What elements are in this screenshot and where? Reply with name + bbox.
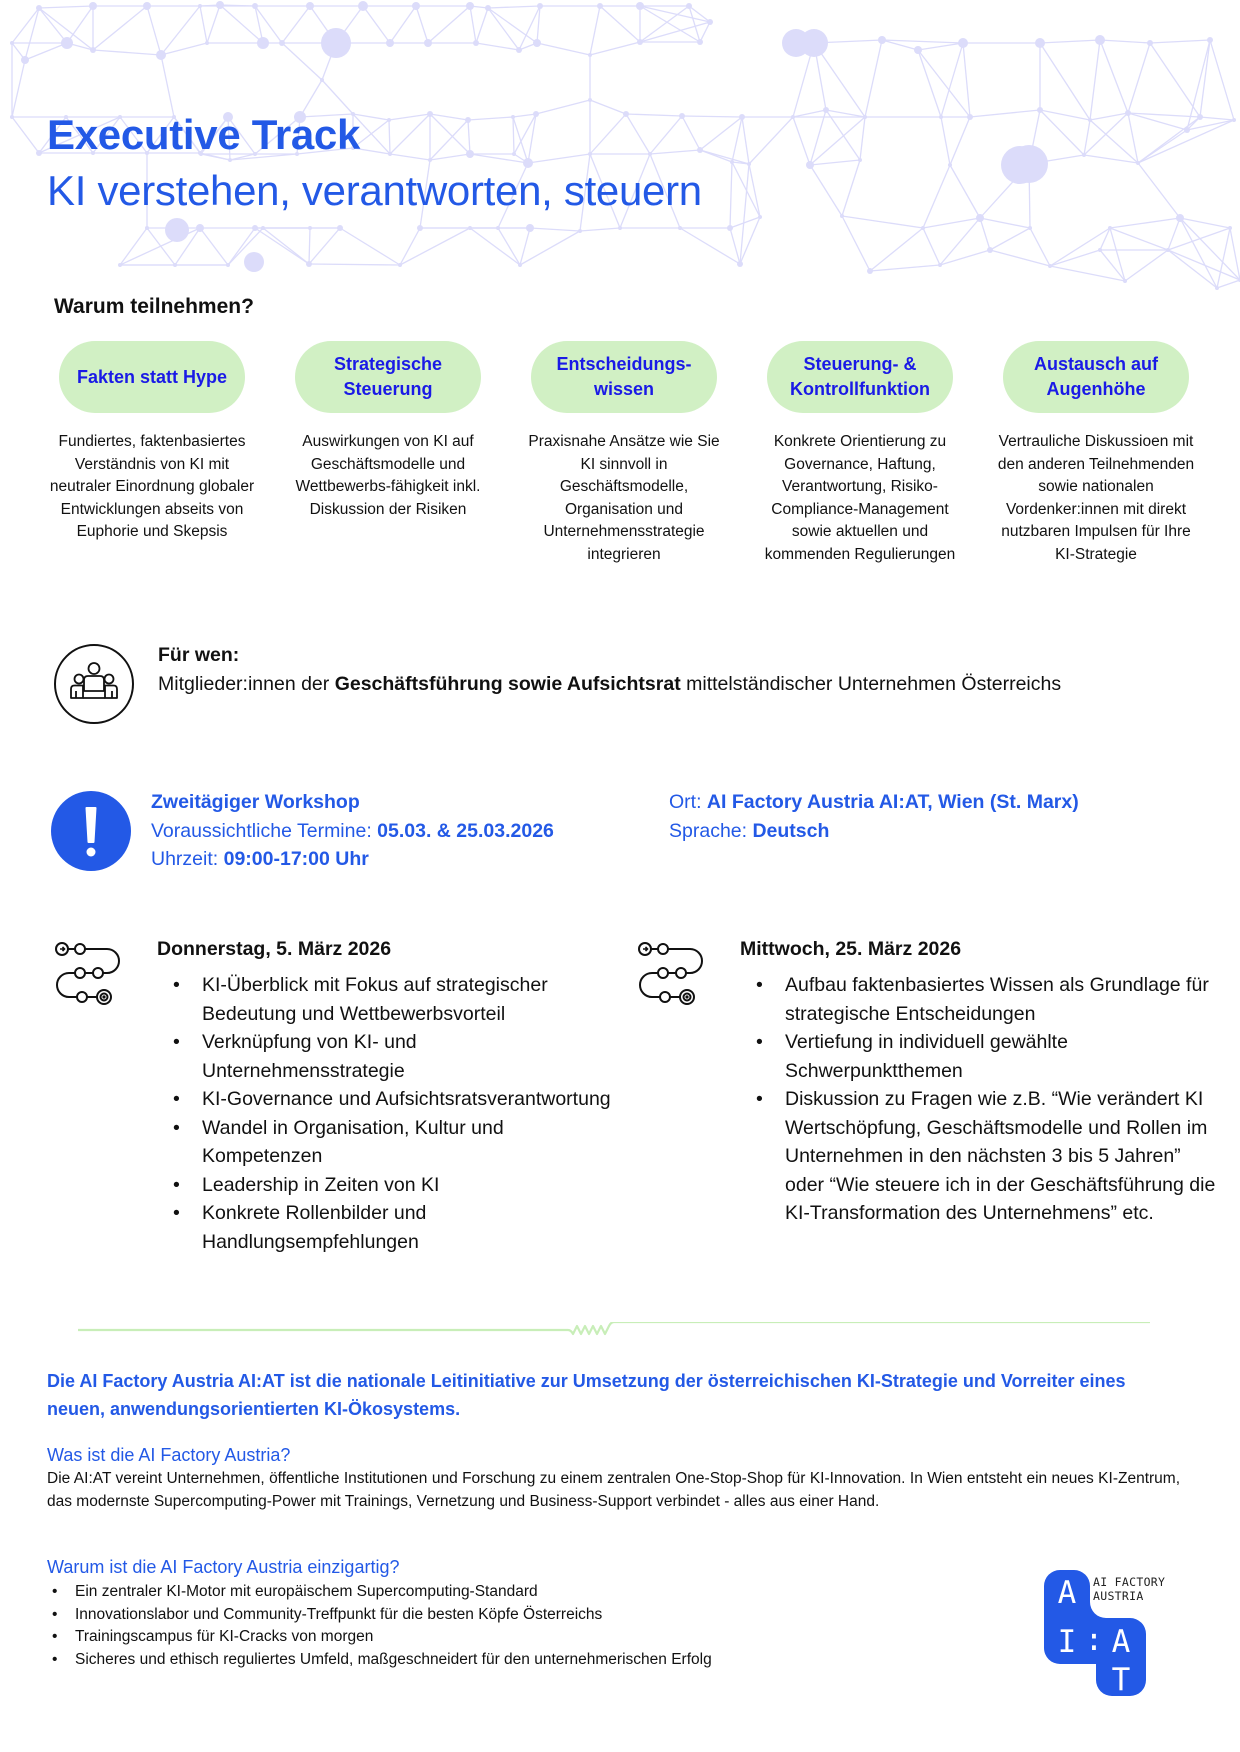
logo-caption bbox=[1093, 1575, 1165, 1603]
network-line bbox=[537, 43, 590, 55]
network-node bbox=[398, 263, 402, 267]
network-node bbox=[1028, 226, 1032, 230]
network-node bbox=[496, 226, 500, 230]
benefit-item bbox=[742, 341, 978, 566]
network-line bbox=[580, 228, 620, 231]
network-line bbox=[1040, 110, 1084, 155]
network-line bbox=[918, 43, 963, 50]
benefit-item bbox=[506, 341, 742, 566]
network-line bbox=[700, 150, 749, 164]
unique-list bbox=[47, 1581, 712, 1671]
route-path-icon bbox=[635, 939, 707, 1011]
network-node bbox=[1215, 286, 1219, 290]
benefit-description: Praxisnahe Ansätze wie Sie KI sinnvoll in Geschäftsmodelle, Organisation und Unternehmensstrategie integrieren bbox=[528, 433, 720, 563]
network-node bbox=[782, 29, 810, 57]
network-node bbox=[466, 2, 474, 10]
network-node bbox=[578, 229, 582, 233]
unique-item: • Innovationslabor und Community-Treffpunkt für die besten Köpfe Österreichs bbox=[47, 1604, 712, 1627]
workshop-title: Zweitägiger Workshop bbox=[151, 791, 360, 813]
network-node bbox=[806, 161, 814, 169]
network-node bbox=[1166, 248, 1170, 252]
network-line bbox=[1040, 40, 1100, 43]
network-line bbox=[67, 6, 93, 43]
logo-caption-line: AI FACTORY bbox=[1093, 1575, 1166, 1589]
network-line bbox=[882, 40, 963, 43]
location-value: AI Factory Austria AI:AT, Wien (St. Marx) bbox=[706, 791, 1079, 813]
network-node bbox=[739, 114, 745, 120]
network-node bbox=[1207, 37, 1213, 43]
network-line bbox=[161, 43, 207, 55]
day-topic-list bbox=[751, 971, 1221, 1228]
network-line bbox=[865, 40, 882, 117]
network-line bbox=[950, 165, 980, 218]
network-node bbox=[216, 1, 224, 9]
network-node bbox=[10, 41, 14, 45]
network-line bbox=[25, 43, 67, 60]
network-node bbox=[939, 115, 943, 119]
network-node bbox=[791, 115, 795, 119]
network-node bbox=[156, 50, 166, 60]
network-node bbox=[758, 215, 762, 219]
network-line bbox=[1150, 40, 1210, 43]
network-node bbox=[678, 226, 682, 230]
network-line bbox=[963, 43, 970, 117]
network-line bbox=[923, 228, 940, 265]
network-node bbox=[1147, 40, 1153, 46]
network-line bbox=[1090, 40, 1100, 120]
network-node bbox=[196, 224, 204, 232]
network-node bbox=[823, 107, 829, 113]
group-people-icon bbox=[53, 643, 135, 725]
network-line bbox=[1100, 40, 1150, 43]
network-line bbox=[1030, 228, 1050, 266]
network-line bbox=[749, 164, 760, 217]
section-divider bbox=[78, 1322, 1150, 1338]
network-line bbox=[940, 250, 990, 265]
network-line bbox=[93, 50, 161, 55]
network-node bbox=[878, 36, 886, 44]
network-line bbox=[161, 55, 174, 117]
network-node bbox=[485, 5, 491, 11]
network-line bbox=[25, 8, 39, 60]
network-line bbox=[428, 6, 470, 43]
network-line bbox=[1168, 218, 1180, 250]
network-line bbox=[793, 110, 826, 117]
target-text bbox=[158, 641, 1061, 699]
logo-caption-line: AUSTRIA bbox=[1093, 1589, 1144, 1603]
network-node bbox=[36, 150, 42, 156]
network-line bbox=[39, 8, 67, 43]
network-node bbox=[321, 28, 351, 58]
network-node bbox=[1035, 38, 1045, 48]
dates-label: Voraussichtliche Termine: bbox=[151, 819, 378, 842]
network-line bbox=[810, 110, 826, 165]
network-line bbox=[1128, 43, 1150, 113]
day-topic: • Diskussion zu Fragen wie z.B. “Wie verändert KI Wertschöpfung, Geschäftsmodelle und Rollen im Unternehmen in den nächsten 3 bis 5 Jahren” oder “Wie steuere ich in der Geschäftsführung die KI-Transformation des Unternehmens” etc. bbox=[751, 1085, 1221, 1228]
network-line bbox=[1168, 250, 1240, 280]
network-line bbox=[93, 6, 147, 50]
network-line bbox=[923, 218, 980, 228]
network-node bbox=[518, 263, 522, 267]
day-title: Donnerstag, 5. März 2026 bbox=[157, 938, 392, 960]
unique-item: • Trainingscampus für KI-Cracks von morgen bbox=[47, 1626, 712, 1649]
network-line bbox=[488, 8, 519, 50]
network-node bbox=[987, 247, 993, 253]
network-line bbox=[470, 228, 520, 265]
page-subtitle: KI verstehen, verantworten, steuern bbox=[47, 167, 702, 214]
network-node bbox=[205, 41, 209, 45]
network-line bbox=[810, 160, 860, 165]
what-heading: Was ist die AI Factory Austria? bbox=[47, 1445, 291, 1465]
network-node bbox=[417, 225, 423, 231]
network-node bbox=[1095, 35, 1105, 45]
network-line bbox=[810, 165, 842, 216]
network-line bbox=[322, 80, 353, 114]
network-line bbox=[1230, 228, 1240, 280]
location-label: Ort: bbox=[669, 791, 707, 813]
network-node bbox=[948, 163, 952, 167]
network-line bbox=[941, 117, 950, 165]
network-node bbox=[707, 19, 713, 25]
network-line bbox=[470, 6, 476, 43]
language-value: Deutsch bbox=[752, 819, 830, 842]
network-node bbox=[533, 39, 541, 47]
network-node bbox=[337, 225, 343, 231]
target-audience bbox=[53, 643, 1061, 725]
network-node bbox=[261, 226, 265, 230]
network-node bbox=[967, 114, 973, 120]
network-line bbox=[282, 43, 322, 80]
network-node bbox=[938, 263, 942, 267]
network-node bbox=[537, 3, 543, 9]
network-node bbox=[1048, 264, 1052, 268]
network-line bbox=[12, 117, 39, 153]
network-node bbox=[976, 214, 984, 222]
network-node bbox=[958, 38, 968, 48]
network-node bbox=[686, 3, 692, 9]
network-line bbox=[730, 162, 732, 228]
network-node bbox=[252, 225, 258, 231]
network-line bbox=[200, 228, 228, 265]
dates-value: 05.03. & 25.03.2026 bbox=[377, 819, 554, 842]
network-node bbox=[1125, 110, 1131, 116]
day-topic: • Leadership in Zeiten von KI bbox=[168, 1171, 618, 1200]
network-node bbox=[840, 214, 844, 218]
day-title: Mittwoch, 25. März 2026 bbox=[740, 938, 962, 960]
benefits-row bbox=[34, 341, 1214, 566]
network-node bbox=[697, 39, 703, 45]
target-text-part: mittelständischer Unternehmen Österreichs bbox=[680, 673, 1062, 695]
network-node bbox=[308, 226, 312, 230]
network-line bbox=[1138, 163, 1180, 218]
network-node bbox=[1197, 114, 1203, 120]
day-topic: • Vertiefung in individuell gewählte Schwerpunktthemen bbox=[751, 1028, 1221, 1085]
network-node bbox=[320, 78, 324, 82]
network-node bbox=[257, 37, 269, 49]
network-node bbox=[727, 225, 733, 231]
network-line bbox=[416, 6, 428, 43]
network-node bbox=[306, 261, 312, 267]
benefit-description: Auswirkungen von KI auf Geschäftsmodelle und Wettbewerbs-fähigkeit inkl. Diskussion der Risiken bbox=[295, 433, 481, 518]
network-line bbox=[870, 228, 923, 271]
network-line bbox=[860, 117, 865, 160]
network-node bbox=[226, 263, 230, 267]
network-line bbox=[980, 218, 1030, 228]
network-node bbox=[386, 39, 394, 47]
network-line bbox=[263, 228, 309, 264]
network-line bbox=[950, 117, 970, 165]
network-line bbox=[1100, 40, 1128, 113]
network-line bbox=[918, 50, 941, 117]
network-node bbox=[1123, 279, 1127, 283]
language-label: Sprache: bbox=[669, 819, 753, 842]
benefit-pill: Austausch auf Augenhöhe bbox=[1003, 341, 1189, 413]
network-line bbox=[200, 6, 207, 43]
network-line bbox=[1110, 228, 1125, 281]
workshop-time bbox=[151, 845, 554, 874]
network-node bbox=[737, 261, 743, 267]
network-node bbox=[747, 162, 751, 166]
day-topic: • Aufbau faktenbasiertes Wissen als Grundlage für strategische Entscheidungen bbox=[751, 971, 1221, 1028]
target-text-bold: Geschäftsführung sowie Aufsichtsrat bbox=[334, 673, 681, 695]
network-node bbox=[61, 37, 73, 49]
network-node bbox=[198, 4, 202, 8]
network-line bbox=[1110, 218, 1180, 228]
network-node bbox=[867, 268, 873, 274]
network-node bbox=[10, 115, 14, 119]
network-node bbox=[1136, 161, 1140, 165]
network-line bbox=[520, 231, 580, 265]
network-node bbox=[468, 226, 472, 230]
workshop-location-language bbox=[669, 788, 1079, 845]
network-line bbox=[970, 110, 1040, 117]
why-heading: Warum teilnehmen? bbox=[54, 295, 254, 318]
network-line bbox=[147, 6, 161, 55]
network-line bbox=[1168, 250, 1217, 288]
network-node bbox=[244, 252, 264, 272]
network-line bbox=[363, 6, 390, 43]
network-line bbox=[488, 6, 540, 8]
network-node bbox=[597, 3, 603, 9]
network-line bbox=[842, 216, 923, 228]
network-node bbox=[526, 224, 534, 232]
network-line bbox=[309, 228, 340, 264]
network-node bbox=[1088, 118, 1092, 122]
workshop-info bbox=[50, 788, 1200, 878]
network-node bbox=[21, 56, 29, 64]
benefit-item bbox=[270, 341, 506, 566]
logo-letter: A bbox=[1057, 1575, 1077, 1611]
network-line bbox=[600, 6, 640, 42]
network-line bbox=[732, 162, 760, 217]
network-line bbox=[530, 228, 580, 231]
network-line bbox=[940, 218, 980, 265]
network-line bbox=[340, 228, 400, 265]
network-node bbox=[143, 2, 151, 10]
network-node bbox=[252, 3, 258, 9]
benefit-item bbox=[978, 341, 1214, 566]
exclamation-icon bbox=[50, 790, 132, 872]
network-line bbox=[749, 117, 793, 164]
network-node bbox=[618, 226, 622, 230]
network-node bbox=[914, 46, 922, 54]
day-topic-list bbox=[168, 971, 618, 1256]
benefit-item bbox=[34, 341, 270, 566]
target-text-part: Mitglieder:innen der bbox=[158, 673, 335, 695]
network-node bbox=[145, 226, 149, 230]
network-node bbox=[1001, 146, 1039, 184]
network-line bbox=[1110, 228, 1168, 250]
time-value: 09:00-17:00 Uhr bbox=[223, 848, 369, 870]
network-line bbox=[207, 5, 220, 43]
network-node bbox=[1232, 118, 1236, 122]
unique-item: • Sicheres und ethisch reguliertes Umfeld, maßgeschneidert für den unternehmerischen Erfolg bbox=[47, 1649, 712, 1672]
benefit-pill: Fakten statt Hype bbox=[59, 341, 245, 413]
day-topic: • Wandel in Organisation, Kultur und Kompetenzen bbox=[168, 1114, 618, 1171]
logo-letter: I bbox=[1057, 1624, 1077, 1660]
network-node bbox=[858, 158, 862, 162]
network-line bbox=[390, 6, 416, 43]
benefit-pill: Steuerung- & Kontrollfunktion bbox=[767, 341, 953, 413]
unique-heading: Warum ist die AI Factory Austria einzigartig? bbox=[47, 1557, 400, 1577]
network-node bbox=[358, 1, 368, 11]
network-line bbox=[498, 228, 520, 265]
time-label: Uhrzeit: bbox=[151, 848, 224, 870]
network-node bbox=[1037, 107, 1043, 113]
network-node bbox=[636, 2, 644, 10]
logo-letter: : bbox=[1084, 1622, 1104, 1658]
network-line bbox=[990, 250, 1050, 266]
network-node bbox=[588, 53, 592, 57]
network-line bbox=[590, 42, 640, 55]
network-line bbox=[742, 117, 749, 164]
workshop-location bbox=[669, 788, 1079, 817]
network-line bbox=[1138, 120, 1234, 163]
network-node bbox=[90, 47, 96, 53]
network-node bbox=[1184, 127, 1190, 133]
network-line bbox=[476, 43, 519, 50]
benefit-pill: Entscheidungs-wissen bbox=[531, 341, 717, 413]
what-text: Die AI:AT vereint Unternehmen, öffentliche Institutionen und Forschung zu einem zentralen One-Stop-Shop für KI-Innovation. In Wien entsteht ein neues KI-Zentrum, das modernste Supercomputing-Power mit Trainings, Vernetzung und Business-Support verbindet - alles aus einer Hand. bbox=[47, 1470, 1180, 1510]
network-node bbox=[412, 2, 420, 10]
day-topic: • KI-Governance und Aufsichtsratsverantwortung bbox=[168, 1085, 618, 1114]
network-line bbox=[590, 6, 600, 55]
mission-statement: Die AI Factory Austria AI:AT ist die nationale Leitinitiative zur Umsetzung der österreichischen KI-Strategie und Vorreiter eines neuen, anwendungsorientierten KI-Ökosystems. bbox=[47, 1371, 1126, 1419]
network-node bbox=[424, 39, 432, 47]
benefit-pill: Strategische Steuerung bbox=[295, 341, 481, 413]
network-node bbox=[279, 40, 285, 46]
route-path-icon bbox=[52, 939, 124, 1011]
network-node bbox=[1098, 248, 1102, 252]
network-line bbox=[1210, 40, 1234, 120]
network-line bbox=[1217, 280, 1240, 288]
network-node bbox=[1082, 153, 1086, 157]
network-line bbox=[1180, 218, 1217, 288]
page-title: Executive Track bbox=[47, 111, 361, 158]
network-node bbox=[1228, 226, 1232, 230]
network-line bbox=[1138, 130, 1187, 163]
benefit-description: Konkrete Orientierung zu Governance, Haftung, Verantwortung, Risiko- Compliance-Management sowie aktuellen und kommenden Regulierungen bbox=[764, 433, 956, 563]
network-line bbox=[923, 165, 950, 228]
unique-item: • Ein zentraler KI-Motor mit europäischem Supercomputing-Standard bbox=[47, 1581, 712, 1604]
logo-letter: A bbox=[1111, 1624, 1131, 1660]
network-node bbox=[516, 47, 522, 53]
network-line bbox=[842, 216, 870, 271]
network-node bbox=[89, 2, 97, 10]
network-line bbox=[12, 60, 25, 117]
network-line bbox=[1050, 250, 1100, 266]
network-line bbox=[1125, 250, 1168, 281]
network-node bbox=[306, 2, 314, 10]
network-node bbox=[36, 5, 42, 11]
network-line bbox=[826, 110, 865, 117]
network-line bbox=[870, 265, 940, 271]
network-node bbox=[473, 40, 479, 46]
network-line bbox=[309, 228, 310, 264]
network-node bbox=[637, 39, 643, 45]
network-line bbox=[39, 6, 93, 8]
workshop-language bbox=[669, 817, 1079, 846]
network-line bbox=[1050, 266, 1125, 281]
network-line bbox=[1200, 40, 1210, 117]
network-line bbox=[476, 8, 488, 43]
network-node bbox=[730, 160, 734, 164]
network-node bbox=[173, 263, 177, 267]
network-line bbox=[309, 264, 400, 265]
benefit-description: Vertrauliche Diskussioen mit den anderen Teilnehmenden sowie nationalen Vordenker:innen mit direkt nutzbaren Impulsen für Ihre KI-Strategie bbox=[997, 433, 1195, 563]
network-line bbox=[1168, 228, 1230, 250]
network-line bbox=[282, 6, 310, 43]
workshop-dates bbox=[151, 817, 554, 846]
network-line bbox=[941, 43, 963, 117]
network-line bbox=[990, 228, 1030, 250]
network-node bbox=[165, 218, 189, 242]
day-topic: • KI-Überblick mit Fokus auf strategischer Bedeutung und Wettbewerbsvorteil bbox=[168, 971, 618, 1028]
network-line bbox=[980, 218, 990, 250]
network-node bbox=[863, 115, 867, 119]
target-label: Für wen: bbox=[158, 644, 240, 666]
network-line bbox=[488, 8, 537, 43]
network-line bbox=[793, 117, 810, 165]
target-description bbox=[158, 670, 1061, 699]
day-topic: • Verknüpfung von KI- und Unternehmensstrategie bbox=[168, 1028, 618, 1085]
day-topic: • Konkrete Rollenbilder und Handlungsempfehlungen bbox=[168, 1199, 618, 1256]
network-node bbox=[1108, 226, 1112, 230]
workshop-details bbox=[151, 788, 554, 874]
network-line bbox=[161, 6, 200, 55]
network-node bbox=[118, 263, 122, 267]
logo-letter: T bbox=[1111, 1662, 1131, 1696]
network-line bbox=[842, 160, 860, 216]
page-header bbox=[47, 110, 702, 220]
network-line bbox=[1200, 117, 1234, 120]
benefit-description: Fundiertes, faktenbasiertes Verständnis von KI mit neutraler Einordnung globaler Entwicklungen abseits von Euphorie und Skepsis bbox=[49, 433, 255, 540]
network-node bbox=[921, 226, 925, 230]
network-node bbox=[588, 98, 592, 102]
network-line bbox=[810, 117, 865, 165]
network-line bbox=[1040, 43, 1090, 120]
network-node bbox=[1176, 214, 1184, 222]
